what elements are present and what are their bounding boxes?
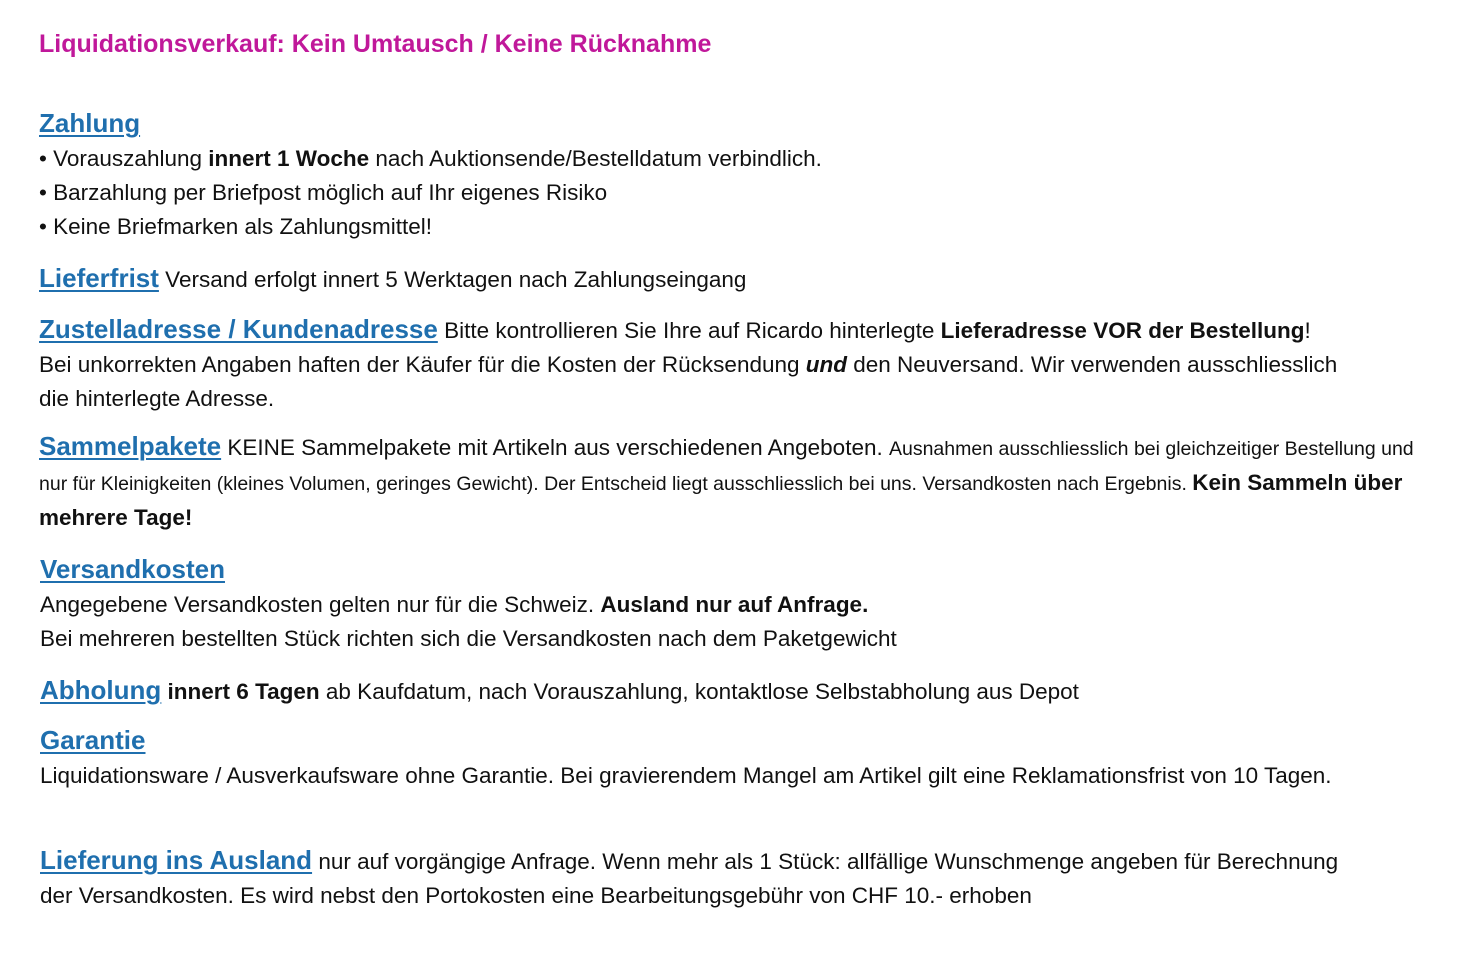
- heading-zahlung: Zahlung: [39, 108, 141, 138]
- section-lieferung-ausland: Lieferung ins Ausland nur auf vorgängige Anfrage. Wenn mehr als 1 Stück: allfällige Wunschmenge angeben für Berechnung der Versandkosten. Es wird nebst den Portokosten eine Bearbeitungsgebühr von CHF 10.- erhoben: [40, 845, 1339, 908]
- heading-versandkosten: Versandkosten: [40, 554, 225, 584]
- section-garantie: Garantie Liquidationsware / Ausverkaufsware ohne Garantie. Bei gravierendem Mangel am Artikel gilt eine Reklamationsfrist von 10 Tagen.: [40, 725, 1332, 788]
- list-item: • Vorauszahlung innert 1 Woche nach Auktionsende/Bestelldatum verbindlich.: [39, 146, 822, 171]
- section-lieferfrist: Lieferfrist Versand erfolgt innert 5 Werktagen nach Zahlungseingang: [39, 263, 747, 293]
- section-versandkosten: Versandkosten Angegebene Versandkosten gelten nur für die Schweiz. Ausland nur auf Anfrage. Bei mehreren bestellten Stück richten sich die Versandkosten nach dem Paketgewicht: [40, 554, 897, 651]
- page-title: Liquidationsverkauf: Kein Umtausch / Keine Rücknahme: [39, 30, 712, 58]
- heading-lieferung-ausland: Lieferung ins Ausland: [40, 845, 313, 875]
- list-item: • Keine Briefmarken als Zahlungsmittel!: [39, 214, 433, 239]
- section-sammelpakete: Sammelpakete KEINE Sammelpakete mit Artikeln aus verschiedenen Angeboten. Ausnahmen ausschliesslich bei gleichzeitiger Bestellung und nur für Kleinigkeiten (kleines Volumen, geringes Gewicht). Der Entscheid liegt ausschliesslich bei uns. Versandkosten nach Ergebnis. Kein Sammeln über mehrere Tage!: [39, 431, 1414, 530]
- heading-lieferfrist: Lieferfrist: [39, 263, 159, 293]
- section-zustelladresse: Zustelladresse / Kundenadresse Bitte kontrollieren Sie Ihre auf Ricardo hinterlegte Lieferadresse VOR der Bestellung! Bei unkorrekten Angaben haften der Käufer für die Kosten der Rücksendung und den Neuversand. Wir verwenden ausschliesslich die hinterlegte Adresse.: [39, 314, 1338, 411]
- section-zahlung: [39, 106, 1444, 244]
- section-abholung: Abholung innert 6 Tagen ab Kaufdatum, nach Vorauszahlung, kontaktlose Selbstabholung aus Depot: [40, 675, 1079, 705]
- list-item: • Barzahlung per Briefpost möglich auf Ihr eigenes Risiko: [39, 180, 608, 205]
- heading-zustelladresse: Zustelladresse / Kundenadresse: [39, 314, 438, 344]
- heading-abholung: Abholung: [40, 675, 162, 705]
- heading-garantie: Garantie: [40, 725, 146, 755]
- heading-sammelpakete: Sammelpakete: [39, 431, 222, 461]
